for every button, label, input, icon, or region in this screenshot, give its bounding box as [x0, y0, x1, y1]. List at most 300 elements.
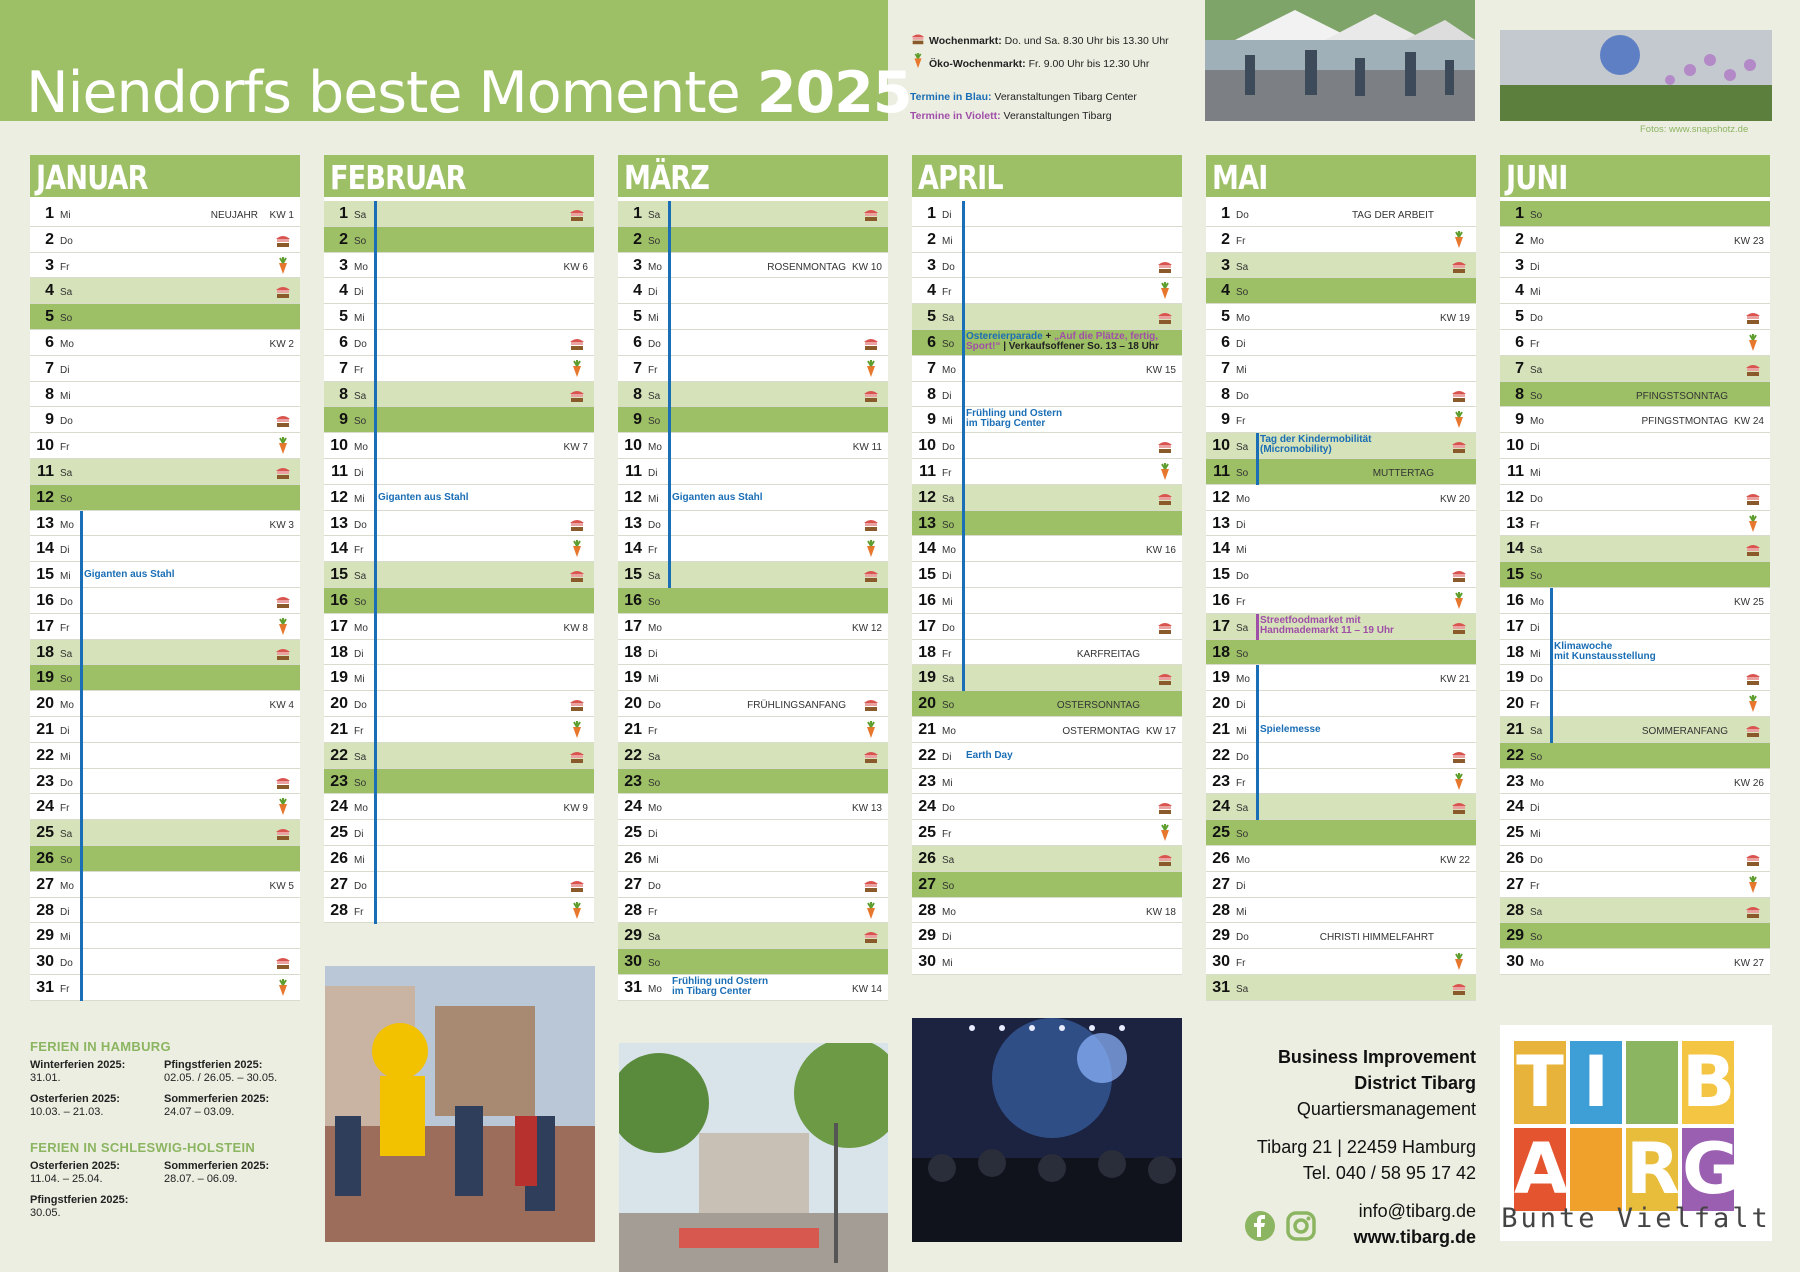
- carrot-icon: [1156, 463, 1174, 481]
- day-number: 6: [1515, 333, 1524, 351]
- market-stall-icon: [1744, 850, 1762, 868]
- photo-street: [619, 1043, 888, 1272]
- day-row: [1206, 407, 1476, 433]
- day-number: 9: [1515, 411, 1524, 429]
- weekday: Mi: [648, 854, 659, 866]
- day-number: 2: [633, 230, 642, 248]
- weekday: Mi: [1530, 287, 1541, 299]
- day-number: 13: [1212, 514, 1230, 532]
- day-number: 23: [1506, 772, 1524, 790]
- day-row: [1206, 356, 1476, 382]
- day-row: [1206, 846, 1476, 872]
- weekday: Sa: [1530, 725, 1543, 737]
- calendar-week: KW 17: [1145, 725, 1176, 737]
- day-row: [30, 485, 300, 511]
- day-number: 8: [1515, 385, 1524, 403]
- carrot-icon: [910, 53, 926, 76]
- day-row: [618, 382, 888, 408]
- market-stall-icon: [1450, 979, 1468, 997]
- weekday: Di: [1236, 700, 1246, 712]
- day-number: 25: [1212, 824, 1230, 842]
- day-row: [1500, 253, 1770, 279]
- day-number: 14: [1506, 540, 1524, 558]
- market-stall-icon: [1744, 360, 1762, 378]
- day-number: 25: [624, 824, 642, 842]
- logo-letter-g: G: [1682, 1128, 1740, 1210]
- weekday: Do: [60, 596, 73, 608]
- weekday: Sa: [942, 674, 955, 686]
- day-row: [1500, 407, 1770, 433]
- day-row: [618, 253, 888, 279]
- market-stall-icon: [862, 695, 880, 713]
- weekday: Do: [1530, 313, 1543, 325]
- day-number: 7: [633, 359, 642, 377]
- day-row: [30, 588, 300, 614]
- day-row: [912, 743, 1182, 769]
- weekday: Mi: [354, 313, 365, 325]
- weekday: Fr: [1236, 777, 1246, 789]
- weekday: Fr: [648, 364, 658, 376]
- day-number: 14: [36, 540, 54, 558]
- day-row: [30, 330, 300, 356]
- sh-holidays: Osterferien 2025: 11.04. – 25.04. Sommerferien 2025: 28.07. – 06.09. Pfingstferien 2025: 30.05.: [30, 1160, 270, 1219]
- weekday: So: [1530, 210, 1543, 221]
- market-stall-icon: [274, 644, 292, 662]
- weekday: So: [354, 777, 367, 789]
- weekday: So: [942, 519, 955, 531]
- day-row: [618, 459, 888, 485]
- day-row: [30, 278, 300, 304]
- photo-mascot: [325, 966, 595, 1242]
- weekday: Mo: [1530, 958, 1544, 970]
- weekday: Fr: [942, 467, 952, 479]
- weekday: Mi: [354, 854, 365, 866]
- day-row: [618, 407, 888, 433]
- weekday: So: [1530, 932, 1543, 944]
- weekday: Mo: [1530, 235, 1544, 247]
- instagram-icon[interactable]: [1285, 1210, 1317, 1247]
- day-number: 17: [330, 617, 348, 635]
- day-row: [1500, 588, 1770, 614]
- day-number: 3: [1515, 256, 1524, 274]
- day-row: [912, 691, 1182, 717]
- day-number: 16: [624, 591, 642, 609]
- day-row: [324, 407, 594, 433]
- carrot-icon: [1744, 334, 1762, 352]
- market-stall-icon: [1744, 540, 1762, 558]
- day-row: [324, 717, 594, 743]
- day-number: 4: [927, 282, 936, 300]
- day-number: 19: [36, 669, 54, 687]
- day-number: 13: [918, 514, 936, 532]
- weekday: So: [648, 777, 661, 789]
- event-range-bar: [1256, 665, 1259, 820]
- month-header: JUNI: [1500, 155, 1770, 201]
- day-row: [30, 201, 300, 227]
- day-row: [324, 794, 594, 820]
- day-number: 24: [330, 798, 348, 816]
- day-row: [1206, 253, 1476, 279]
- day-row: [324, 872, 594, 898]
- market-stall-icon: [862, 927, 880, 945]
- weekday: Mi: [1530, 829, 1541, 841]
- weekday: Fr: [1530, 700, 1540, 712]
- day-row: [1206, 794, 1476, 820]
- weekday: Sa: [1236, 261, 1249, 273]
- day-number: 24: [36, 798, 54, 816]
- day-row: [912, 769, 1182, 795]
- day-number: 12: [624, 488, 642, 506]
- day-number: 8: [45, 385, 54, 403]
- day-row: [912, 536, 1182, 562]
- phone: Tel. 040 / 58 95 17 42: [1302, 1163, 1476, 1183]
- day-row: [324, 691, 594, 717]
- day-row: [30, 769, 300, 795]
- day-number: 30: [36, 953, 54, 971]
- day-number: 18: [36, 643, 54, 661]
- weekday: Do: [1236, 571, 1249, 583]
- weekday: Mi: [648, 674, 659, 686]
- day-number: 26: [36, 849, 54, 867]
- day-row: [1206, 717, 1476, 743]
- weekday: Di: [942, 210, 952, 221]
- weekday: Fr: [354, 906, 364, 918]
- day-number: 27: [330, 875, 348, 893]
- day-number: 12: [330, 488, 348, 506]
- weekday: Di: [354, 829, 364, 841]
- day-row: [30, 743, 300, 769]
- weekday: So: [1236, 648, 1249, 660]
- day-row: [1500, 846, 1770, 872]
- day-row: [912, 433, 1182, 459]
- day-number: 6: [1221, 333, 1230, 351]
- holiday-label: TAG DER ARBEIT: [1351, 210, 1434, 221]
- calendar-week: KW 9: [563, 803, 588, 815]
- weekday: Sa: [354, 571, 367, 583]
- weekday: So: [1236, 829, 1249, 841]
- org-name-2: District Tibarg: [1354, 1073, 1476, 1093]
- day-number: 12: [36, 488, 54, 506]
- market-stall-icon: [862, 876, 880, 894]
- weekday: Do: [942, 442, 955, 454]
- day-number: 27: [918, 875, 936, 893]
- calendar-week: KW 6: [563, 261, 588, 273]
- day-row: [1500, 898, 1770, 924]
- market-stall-icon: [1450, 566, 1468, 584]
- day-row: [324, 588, 594, 614]
- day-number: 7: [339, 359, 348, 377]
- day-row: [618, 949, 888, 975]
- day-row: [1206, 536, 1476, 562]
- weekday: Do: [1236, 932, 1249, 944]
- market-stall-icon: [1450, 386, 1468, 404]
- weekday: Di: [354, 648, 364, 660]
- day-row: [1500, 201, 1770, 227]
- day-number: 23: [330, 772, 348, 790]
- hamburg-holidays: Winterferien 2025: 31.01. Pfingstferien 2025: 02.05. / 26.05. – 30.05. Osterferien 2025: 10.03. – 21.03. Sommerferien 2025: 24.07 – 03.09.: [30, 1059, 278, 1118]
- day-number: 15: [1506, 566, 1524, 584]
- day-row: [30, 820, 300, 846]
- weekday: Do: [942, 803, 955, 815]
- weekday: Do: [60, 958, 73, 970]
- day-number: 23: [36, 772, 54, 790]
- weekday: So: [648, 235, 661, 247]
- holiday-label: KARFREITAG: [1076, 648, 1140, 660]
- day-row: [618, 794, 888, 820]
- day-number: 11: [1213, 462, 1230, 480]
- year: 2025: [756, 60, 912, 126]
- day-row: [912, 227, 1182, 253]
- carrot-icon: [862, 540, 880, 558]
- weekday: Di: [60, 906, 70, 918]
- weekday: Mi: [942, 958, 953, 970]
- month-5: [1206, 155, 1476, 1001]
- day-row: [912, 382, 1182, 408]
- weekday: Mi: [1236, 906, 1247, 918]
- weekday: So: [1530, 751, 1543, 763]
- day-row: [1206, 562, 1476, 588]
- logo-letter-b: B: [1682, 1041, 1736, 1123]
- weekday: Mo: [60, 700, 74, 712]
- weekday: Di: [1236, 880, 1246, 892]
- day-row: [1500, 614, 1770, 640]
- market-stall-icon: [1156, 489, 1174, 507]
- market-stall-icon: [1744, 308, 1762, 326]
- day-row: [1206, 330, 1476, 356]
- day-number: 30: [624, 953, 642, 971]
- day-row: [912, 511, 1182, 537]
- weekday: Sa: [648, 932, 661, 944]
- market-stall-icon: [568, 876, 586, 894]
- day-row: [1206, 382, 1476, 408]
- day-number: 7: [45, 359, 54, 377]
- website-link[interactable]: www.tibarg.de: [1353, 1227, 1476, 1247]
- market-stall-icon: [274, 231, 292, 249]
- logo-letter-i: I: [1570, 1041, 1622, 1124]
- day-row: [324, 898, 594, 924]
- day-row: [324, 820, 594, 846]
- carrot-icon: [1744, 876, 1762, 894]
- calendar-week: KW 3: [269, 519, 294, 531]
- day-number: 6: [927, 333, 936, 351]
- market-stall-icon: [274, 773, 292, 791]
- day-number: 19: [330, 669, 348, 687]
- day-row: [1500, 511, 1770, 537]
- market-stall-icon: [274, 411, 292, 429]
- market-stall-icon: [862, 205, 880, 223]
- day-number: 17: [1506, 617, 1524, 635]
- month-2: [324, 155, 594, 923]
- day-number: 4: [45, 282, 54, 300]
- weekday: Sa: [1530, 906, 1543, 918]
- weekday: So: [1236, 287, 1249, 299]
- day-row: [324, 743, 594, 769]
- day-number: 11: [919, 462, 936, 480]
- day-number: 8: [1221, 385, 1230, 403]
- calendar-week: KW 10: [851, 261, 882, 273]
- day-number: 30: [918, 953, 936, 971]
- holiday-label: MUTTERTAG: [1372, 467, 1434, 479]
- weekday: Di: [354, 467, 364, 479]
- month-4: [912, 155, 1182, 975]
- day-number: 1: [1515, 205, 1524, 222]
- tibarg-logo: [1500, 1025, 1772, 1241]
- day-row: [1500, 459, 1770, 485]
- day-number: 28: [1506, 901, 1524, 919]
- market-stall-icon: [568, 566, 586, 584]
- day-number: 30: [1212, 953, 1230, 971]
- day-row: [912, 588, 1182, 614]
- month-1: [30, 155, 300, 1001]
- day-row: [912, 407, 1182, 433]
- day-row: [30, 691, 300, 717]
- day-row: [618, 691, 888, 717]
- weekday: Sa: [60, 648, 73, 660]
- day-number: 22: [36, 746, 54, 764]
- day-number: 31: [1212, 978, 1230, 996]
- day-row: [30, 975, 300, 1001]
- weekday: So: [648, 416, 661, 428]
- market-stall-icon: [862, 334, 880, 352]
- carrot-icon: [568, 902, 586, 920]
- day-number: 4: [633, 282, 642, 300]
- day-row: [30, 382, 300, 408]
- weekday: Mi: [60, 751, 71, 763]
- day-row: [324, 330, 594, 356]
- day-row: [1206, 949, 1476, 975]
- day-row: [1206, 665, 1476, 691]
- day-row: [30, 253, 300, 279]
- day-row: [324, 278, 594, 304]
- day-row: [618, 846, 888, 872]
- day-number: 4: [1221, 282, 1230, 300]
- weekday: Mo: [648, 983, 662, 995]
- day-row: [1206, 640, 1476, 666]
- market-stall-icon: [1156, 308, 1174, 326]
- day-number: 28: [330, 901, 348, 919]
- day-number: 5: [1515, 308, 1524, 326]
- day-number: 14: [1212, 540, 1230, 558]
- day-row: [1500, 665, 1770, 691]
- day-row: [912, 614, 1182, 640]
- weekday: Fr: [648, 725, 658, 737]
- event-label: Tag der Kindermobilität (Micromobility): [1260, 434, 1372, 456]
- facebook-icon[interactable]: [1244, 1210, 1276, 1247]
- carrot-icon: [274, 979, 292, 997]
- weekday: Fr: [1530, 338, 1540, 350]
- weekday: Mo: [1236, 313, 1250, 325]
- holiday-label: ROSENMONTAG: [767, 261, 846, 273]
- day-row: [1500, 872, 1770, 898]
- market-stall-icon: [274, 592, 292, 610]
- day-row: [1206, 459, 1476, 485]
- photo-flowers: [1500, 30, 1772, 121]
- day-number: 9: [633, 411, 642, 429]
- day-row: [30, 717, 300, 743]
- day-number: 14: [918, 540, 936, 558]
- weekday: Do: [354, 519, 367, 531]
- weekday: Di: [60, 725, 70, 737]
- day-row: [324, 485, 594, 511]
- day-row: [324, 665, 594, 691]
- day-number: 2: [1221, 230, 1230, 248]
- weekday: Sa: [942, 493, 955, 505]
- email-link[interactable]: info@tibarg.de: [1358, 1201, 1476, 1221]
- carrot-icon: [1450, 953, 1468, 971]
- weekday: Di: [60, 545, 70, 557]
- weekday: Di: [648, 648, 658, 660]
- day-number: 18: [330, 643, 348, 661]
- weekday: Di: [942, 751, 952, 763]
- event-range-bar: [1256, 433, 1259, 485]
- day-row: [1206, 614, 1476, 640]
- month-header: FEBRUAR: [324, 155, 594, 201]
- day-number: 26: [918, 849, 936, 867]
- logo-letter-a: A: [1514, 1128, 1569, 1210]
- day-number: 23: [918, 772, 936, 790]
- market-stall-icon: [1156, 618, 1174, 636]
- day-row: [324, 459, 594, 485]
- market-stall-icon: [568, 747, 586, 765]
- day-number: 2: [45, 230, 54, 248]
- holiday-label: PFINGSTSONNTAG: [1635, 390, 1728, 402]
- weekday: Di: [60, 364, 70, 376]
- weekday: Do: [354, 880, 367, 892]
- weekday: So: [60, 674, 73, 686]
- calendar-week: KW 25: [1733, 596, 1764, 608]
- day-row: [30, 562, 300, 588]
- event-label: Spielemesse: [1260, 723, 1321, 735]
- day-row: [324, 227, 594, 253]
- day-number: 20: [330, 695, 348, 713]
- weekday: Fr: [1236, 235, 1246, 247]
- day-number: 10: [1212, 437, 1230, 455]
- market-stall-icon: [274, 463, 292, 481]
- day-row: [1206, 227, 1476, 253]
- weekday: Mo: [60, 338, 74, 350]
- weekday: Mo: [1236, 854, 1250, 866]
- weekday: So: [354, 596, 367, 608]
- logo-letter-filler-2: [1570, 1128, 1622, 1211]
- event-label: Giganten aus Stahl: [672, 491, 763, 503]
- weekday: So: [1530, 571, 1543, 583]
- day-row: [618, 640, 888, 666]
- day-row: [912, 356, 1182, 382]
- day-row: [1500, 356, 1770, 382]
- weekday: Sa: [60, 467, 73, 479]
- day-number: 17: [624, 617, 642, 635]
- day-row: [1206, 588, 1476, 614]
- weekday: Fr: [354, 725, 364, 737]
- day-number: 20: [918, 695, 936, 713]
- day-row: [618, 304, 888, 330]
- weekday: So: [1236, 467, 1249, 479]
- event-label: Ostereierparade + „Auf die Plätze, fertig, Sport!“ | Verkaufsoffener So. 13 – 18 Uhr: [966, 330, 1159, 352]
- day-row: [30, 536, 300, 562]
- holiday-label: FRÜHLINGSANFANG: [747, 700, 846, 712]
- calendar-week: KW 11: [852, 442, 882, 454]
- day-row: [324, 304, 594, 330]
- day-number: 1: [927, 205, 936, 222]
- weekday: Sa: [354, 210, 367, 221]
- market-stall-icon: [568, 205, 586, 223]
- day-number: 11: [37, 462, 54, 480]
- day-row: [618, 614, 888, 640]
- day-number: 22: [918, 746, 936, 764]
- day-row: [30, 304, 300, 330]
- event-label: Giganten aus Stahl: [378, 491, 469, 503]
- day-number: 13: [36, 514, 54, 532]
